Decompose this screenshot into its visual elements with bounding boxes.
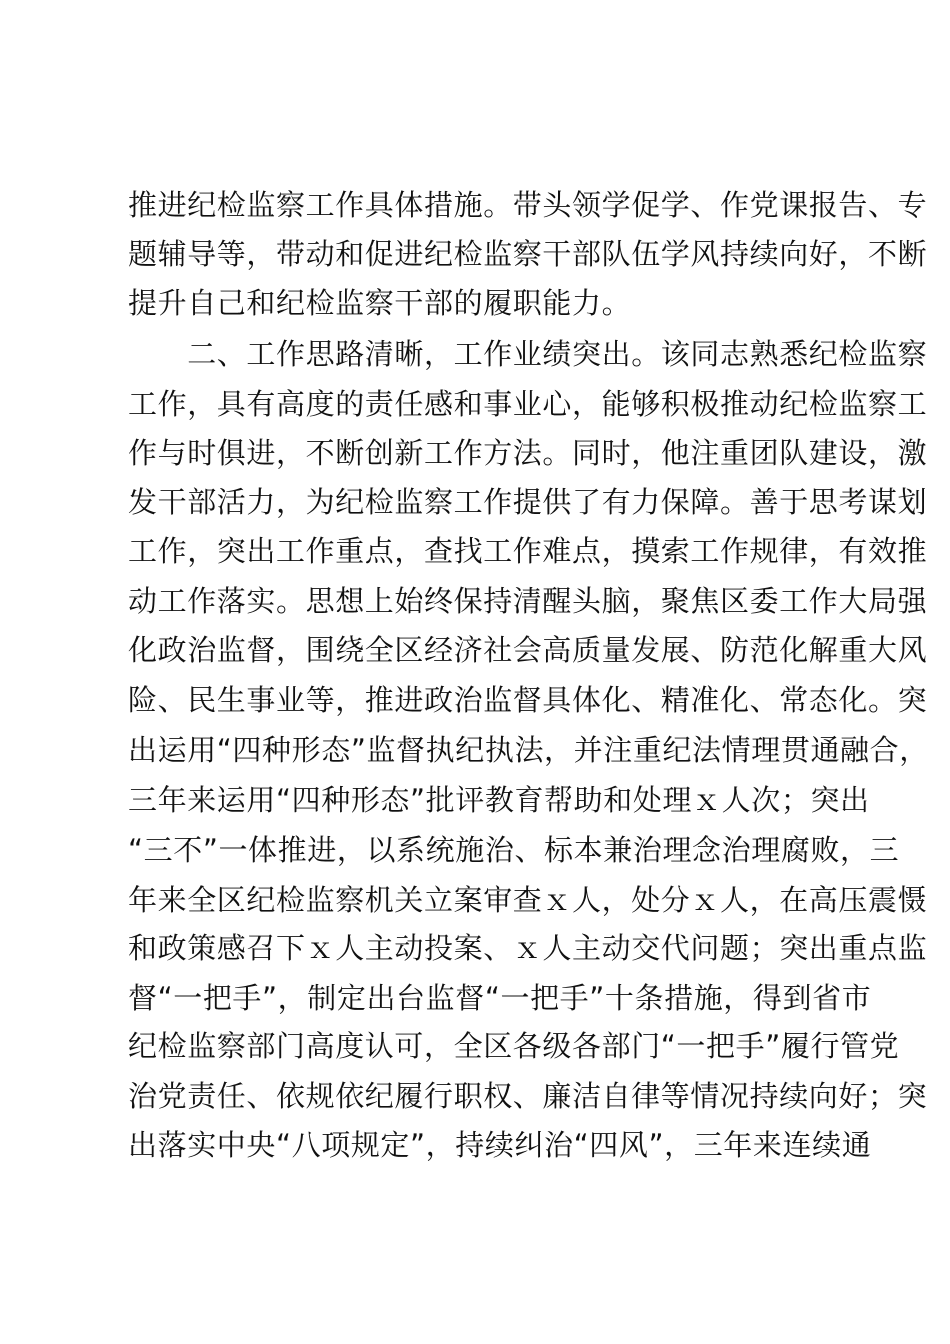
text-line-9: 动工作落实。思想上始终保持清醒头脑，聚焦区委工作大局强 — [128, 584, 928, 618]
text-line-20: 出落实中央“八项规定”，持续纠治“四风”，三年来连续通 — [128, 1128, 872, 1162]
text-line-8: 工作，突出工作重点，查找工作难点，摸索工作规律，有效推 — [128, 534, 928, 568]
text-line-5: 工作，具有高度的责任感和事业心，能够积极推动纪检监察工 — [128, 387, 928, 421]
text-line-18: 纪检监察部门高度认可，全区各级各部门“一把手”履行管党 — [128, 1029, 900, 1063]
text-line-16: 和政策感召下ｘ人主动投案、ｘ人主动交代问题；突出重点监 — [128, 931, 928, 965]
text-line-13: 三年来运用“四种形态”批评教育帮助和处理ｘ人次；突出 — [128, 783, 870, 817]
text-line-1: 推进纪检监察工作具体措施。带头领学促学、作党课报告、专 — [128, 188, 928, 222]
text-line-3: 提升自己和纪检监察干部的履职能力。 — [128, 286, 632, 320]
text-line-6: 作与时俱进，不断创新工作方法。同时，他注重团队建设，激 — [128, 436, 928, 470]
text-line-15: 年来全区纪检监察机关立案审查ｘ人，处分ｘ人，在高压震慑 — [128, 883, 928, 917]
text-line-10: 化政治监督，围绕全区经济社会高质量发展、防范化解重大风 — [128, 633, 928, 667]
text-line-14: “三不”一体推进，以系统施治、标本兼治理念治理腐败，三 — [128, 833, 900, 867]
text-line-2: 题辅导等，带动和促进纪检监察干部队伍学风持续向好，不断 — [128, 237, 928, 271]
text-line-7: 发干部活力，为纪检监察工作提供了有力保障。善于思考谋划 — [128, 485, 928, 519]
text-line-11: 险、民生事业等，推进政治监督具体化、精准化、常态化。突 — [128, 683, 928, 717]
text-line-4: 二、工作思路清晰，工作业绩突出。该同志熟悉纪检监察 — [128, 337, 928, 371]
text-line-19: 治党责任、依规依纪履行职权、廉洁自律等情况持续向好；突 — [128, 1079, 928, 1113]
text-line-12: 出运用“四种形态”监督执纪执法，并注重纪法情理贯通融合， — [128, 733, 929, 767]
text-line-17: 督“一把手”，制定出台监督“一把手”十条措施，得到省市 — [128, 981, 872, 1015]
